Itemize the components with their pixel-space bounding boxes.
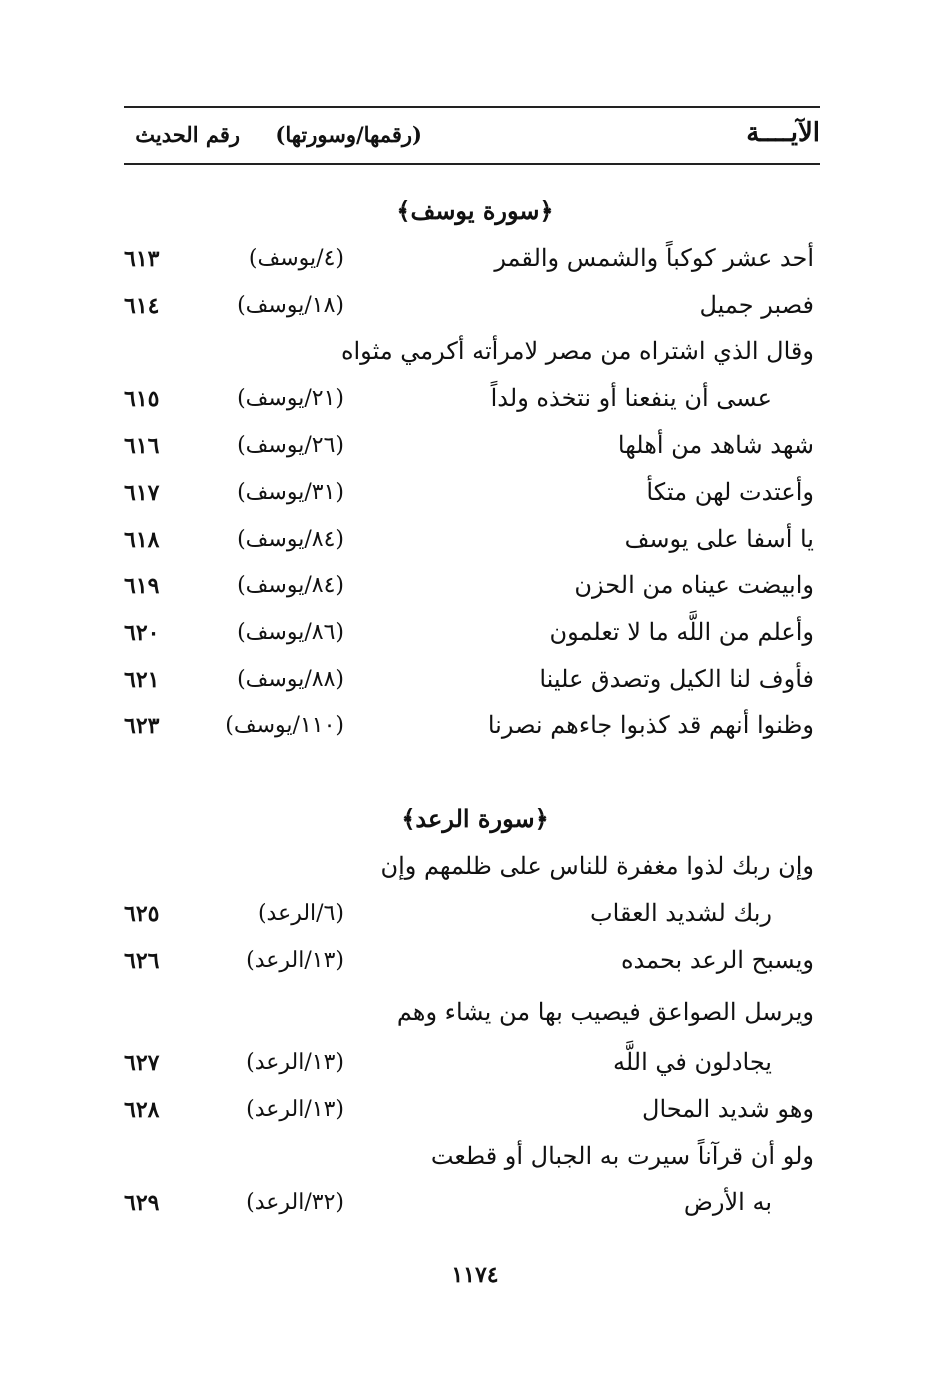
hadith-number: ٦١٣: [124, 246, 160, 272]
hadith-number: ٦١٨: [124, 527, 160, 553]
list-item: [100, 1044, 820, 1090]
verse-text: شهد شاهد من أهلها: [617, 431, 814, 459]
verse-text: فصبر جميل: [699, 291, 814, 319]
hadith-number: ٦٢٩: [124, 1190, 160, 1216]
verse-text: وأعتدت لهن متكأ: [646, 478, 814, 506]
list-item: [100, 333, 820, 379]
list-item: [100, 614, 820, 660]
verse-text: أحد عشر كوكباً والشمس والقمر: [494, 244, 814, 272]
list-item: [100, 474, 820, 520]
list-item: [100, 380, 820, 426]
section-title-yusuf: ﴿سورة يوسف﴾: [396, 196, 554, 225]
section-title-raad: ﴿سورة الرعد﴾: [401, 804, 549, 833]
hadith-number: ٦٢٦: [124, 948, 160, 974]
list-item: [100, 661, 820, 707]
hadith-number: ٦١٩: [124, 573, 160, 599]
verse-text: ويرسل الصواعق فيصيب بها من يشاء وهم: [396, 998, 814, 1026]
verse-text: ربك لشديد العقاب: [590, 899, 772, 927]
hadith-number: ٦١٦: [124, 433, 160, 459]
hadith-number: ٦١٤: [124, 293, 160, 319]
ayah-column-label: الآيــــة: [746, 118, 820, 148]
list-item: [100, 707, 820, 753]
verse-text: به الأرض: [683, 1188, 772, 1216]
page-number: ١١٧٤: [451, 1262, 499, 1288]
list-item: [100, 1184, 820, 1230]
list-item: [100, 994, 820, 1040]
hadith-number: ٦١٥: [124, 386, 160, 412]
list-item: [100, 848, 820, 894]
verse-reference: (١١٠/يوسف): [225, 713, 344, 738]
verse-reference: (٨٦/يوسف): [237, 620, 344, 645]
verse-text: وأعلم من اللَّه ما لا تعلمون: [549, 618, 814, 646]
list-item: [100, 427, 820, 473]
hadith-number: ٦٢٧: [124, 1050, 160, 1076]
verse-reference: (١٣/الرعد): [246, 1050, 344, 1075]
verse-reference: (٨٤/يوسف): [237, 527, 344, 552]
verse-reference: (٨٤/يوسف): [237, 573, 344, 598]
verse-text: يا أسفا على يوسف: [624, 525, 814, 553]
list-item: [100, 287, 820, 333]
verse-text: وإن ربك لذوا مغفرة للناس على ظلمهم وإن: [380, 852, 814, 880]
header-bottom-rule: [124, 163, 820, 165]
verse-text: يجادلون في اللَّه: [612, 1048, 772, 1076]
list-item: [100, 1138, 820, 1184]
reference-column-label: (رقمها/وسورتها): [275, 122, 422, 147]
hadith-number: ٦١٧: [124, 480, 160, 506]
header-top-rule: [124, 106, 820, 108]
hadith-number: ٦٢٨: [124, 1097, 160, 1123]
table-header: [124, 112, 820, 160]
verse-reference: (٤/يوسف): [248, 246, 344, 271]
verse-text: وظنوا أنهم قد كذبوا جاءهم نصرنا: [487, 711, 814, 739]
list-item: [100, 942, 820, 988]
verse-reference: (١٣/الرعد): [246, 948, 344, 973]
verse-text: ويسبح الرعد بحمده: [620, 946, 814, 974]
hadith-number: ٦٢١: [124, 667, 160, 693]
verse-reference: (٢١/يوسف): [237, 386, 344, 411]
hadith-number: ٦٢٠: [124, 620, 160, 646]
verse-reference: (١٨/يوسف): [237, 293, 344, 318]
verse-reference: (٢٦/يوسف): [237, 433, 344, 458]
verse-text: وابيضت عيناه من الحزن: [574, 571, 814, 599]
verse-text: ولو أن قرآناً سيرت به الجبال أو قطعت: [430, 1142, 814, 1170]
list-item: [100, 521, 820, 567]
verse-reference: (٨٨/يوسف): [237, 667, 344, 692]
verse-reference: (٦/الرعد): [257, 901, 344, 926]
list-item: [100, 895, 820, 941]
verse-reference: (٣١/يوسف): [237, 480, 344, 505]
verse-reference: (٣٢/الرعد): [246, 1190, 344, 1215]
hadith-number: ٦٢٣: [124, 713, 160, 739]
verse-text: فأوف لنا الكيل وتصدق علينا: [539, 665, 814, 693]
verse-reference: (١٣/الرعد): [246, 1097, 344, 1122]
list-item: [100, 567, 820, 613]
hadith-number: ٦٢٥: [124, 901, 160, 927]
list-item: [100, 240, 820, 286]
hadith-number-column-label: رقم الحديث: [135, 122, 240, 147]
verse-text: عسى أن ينفعنا أو نتخذه ولداً: [490, 384, 772, 412]
verse-text: وهو شديد المحال: [642, 1095, 814, 1123]
verse-text: وقال الذي اشتراه من مصر لامرأته أكرمي مثواه: [340, 337, 814, 365]
list-item: [100, 1091, 820, 1137]
